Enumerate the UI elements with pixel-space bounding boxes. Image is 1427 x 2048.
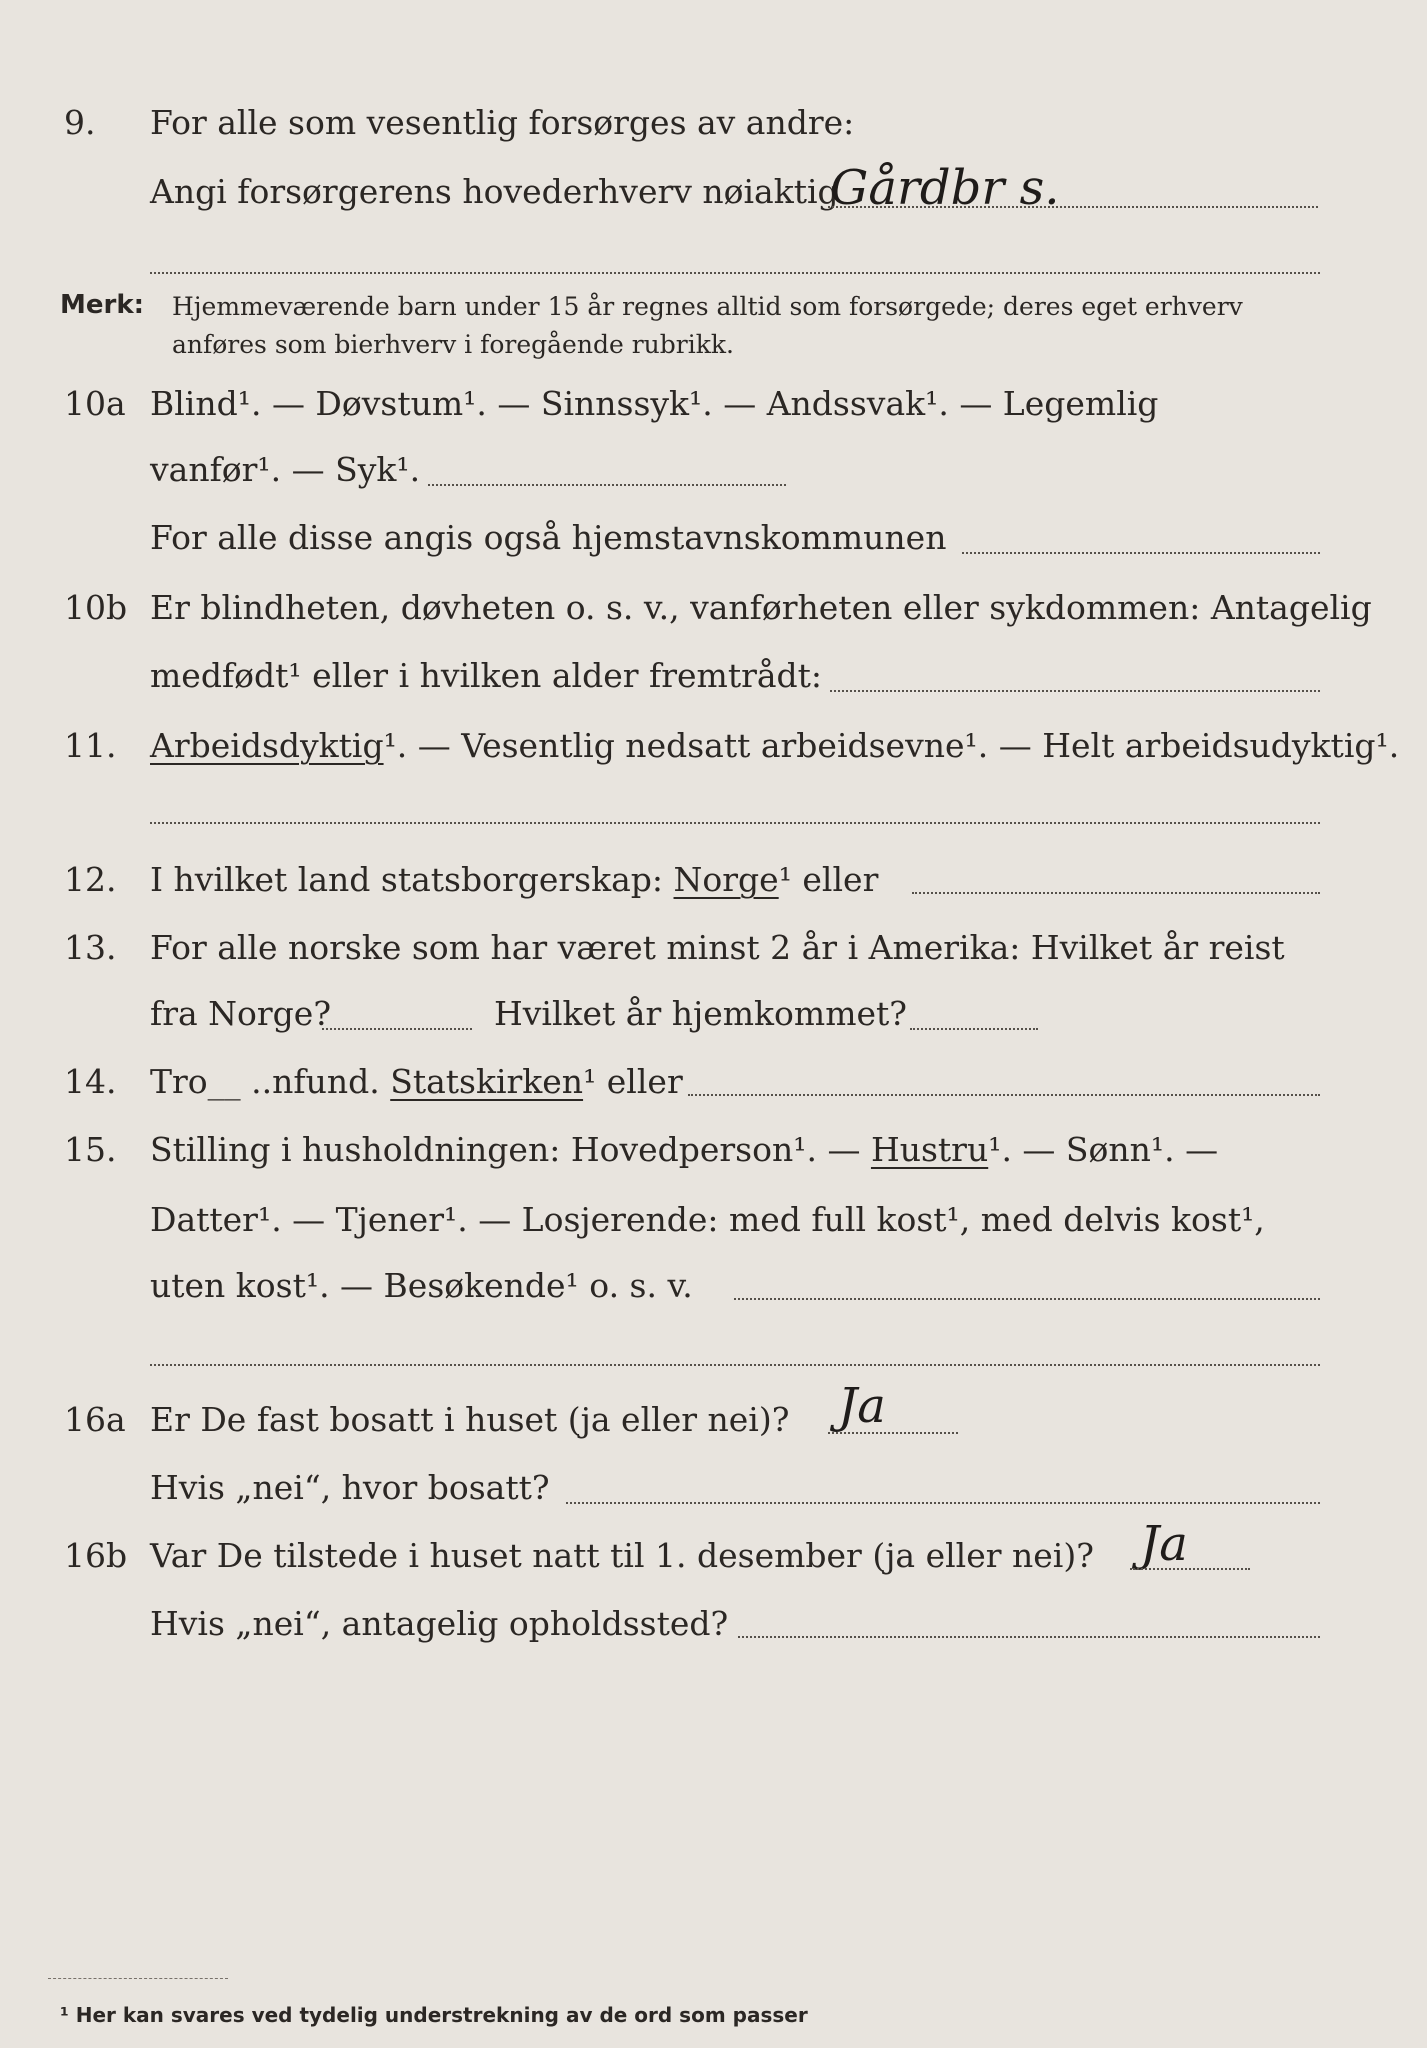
q13-reist-line bbox=[322, 1028, 472, 1030]
q13-line1: For alle norske som har været minst 2 år i Amerika: Hvilket år reist bbox=[150, 928, 1285, 967]
q9-number: 9. bbox=[64, 103, 96, 142]
q14-post: ¹ eller bbox=[583, 1062, 683, 1101]
q15-answer-line bbox=[734, 1298, 1320, 1300]
q16a-bosatt-line bbox=[566, 1502, 1320, 1504]
q12-line bbox=[150, 860, 878, 900]
q16b-line2: Hvis „nei“, antagelig opholdssted? bbox=[150, 1604, 729, 1643]
merk-line2: anføres som bierhverv i foregående rubrikk. bbox=[172, 330, 734, 359]
q12-post: ¹ eller bbox=[778, 860, 879, 899]
q15-line1 bbox=[150, 1130, 1218, 1170]
q16a-answer-line bbox=[828, 1432, 958, 1434]
merk-label: Merk: bbox=[60, 290, 145, 320]
q9-line2: Angi forsørgerens hovederhverv nøiaktig bbox=[150, 172, 839, 211]
q14-answer-line bbox=[688, 1094, 1320, 1096]
q16a-line1: Er De fast bosatt i huset (ja eller nei)? bbox=[150, 1400, 790, 1439]
q14-pre: Tro__ ..nfund. bbox=[150, 1062, 380, 1101]
merk-line1: Hjemmeværende barn under 15 år regnes alltid som forsørgede; deres eget erhverv bbox=[172, 292, 1243, 321]
q14-line bbox=[150, 1062, 683, 1102]
q12-number: 12. bbox=[64, 860, 117, 899]
q16a-line2: Hvis „nei“, hvor bosatt? bbox=[150, 1468, 550, 1507]
q16a-handwritten-answer[interactable]: Ja bbox=[838, 1378, 886, 1434]
footnote-divider bbox=[48, 1978, 228, 1979]
q13-hjemkommet-line bbox=[910, 1028, 1038, 1030]
q11-line bbox=[150, 726, 1399, 766]
q15-line3: uten kost¹. — Besøkende¹ o. s. v. bbox=[150, 1266, 693, 1305]
q10a-line2: vanfør¹. — Syk¹. bbox=[150, 450, 421, 489]
q16a-number: 16a bbox=[64, 1400, 126, 1439]
q10a-syk-line bbox=[428, 484, 786, 486]
q10b-number: 10b bbox=[64, 588, 128, 627]
q13-line2a: fra Norge? bbox=[150, 994, 332, 1033]
footnote: ¹ Her kan svares ved tydelig understrekning av de ord som passer bbox=[60, 2003, 808, 2027]
q9-line1: For alle som vesentlig forsørges av andre: bbox=[150, 103, 855, 142]
q9-handwritten-answer[interactable]: Gårdbr s. bbox=[830, 160, 1060, 216]
q15-line1b: ¹. — Sønn¹. — bbox=[988, 1130, 1219, 1169]
q13-line2b: Hvilket år hjemkommet? bbox=[494, 994, 907, 1033]
q9-blank-line bbox=[150, 272, 1320, 274]
q11-rest: ¹. — Vesentlig nedsatt arbeidsevne¹. — Helt arbeidsudyktig¹. bbox=[383, 726, 1400, 765]
q10a-kommune-line bbox=[962, 552, 1320, 554]
q10b-answer-line bbox=[830, 690, 1320, 692]
q15-number: 15. bbox=[64, 1130, 117, 1169]
q15-line2: Datter¹. — Tjener¹. — Losjerende: med full kost¹, med delvis kost¹, bbox=[150, 1200, 1265, 1239]
q16b-answer-line bbox=[1130, 1568, 1250, 1570]
q12-answer-line bbox=[912, 892, 1320, 894]
q11-blank-line bbox=[150, 822, 1320, 824]
q14-option-statskirken[interactable]: Statskirken bbox=[390, 1062, 584, 1101]
q9-answer-line bbox=[828, 206, 1318, 208]
q15-blank-line bbox=[150, 1364, 1320, 1366]
q16b-line1: Var De tilstede i huset natt til 1. desember (ja eller nei)? bbox=[150, 1536, 1094, 1575]
q16b-number: 16b bbox=[64, 1536, 128, 1575]
q15-line1a: Stilling i husholdningen: Hovedperson¹. — bbox=[150, 1130, 861, 1169]
q10b-line1: Er blindheten, døvheten o. s. v., vanførheten eller sykdommen: Antagelig bbox=[150, 588, 1372, 627]
q12-pre: I hvilket land statsborgerskap: bbox=[150, 860, 664, 899]
q10a-number: 10a bbox=[64, 384, 126, 423]
q11-option-arbeidsdyktig[interactable]: Arbeidsdyktig bbox=[150, 726, 384, 765]
q10a-line3: For alle disse angis også hjemstavnskommunen bbox=[150, 518, 947, 557]
q11-number: 11. bbox=[64, 726, 117, 765]
q14-number: 14. bbox=[64, 1062, 117, 1101]
q12-option-norge[interactable]: Norge bbox=[673, 860, 779, 899]
q16b-opphold-line bbox=[738, 1636, 1320, 1638]
q15-option-hustru[interactable]: Hustru bbox=[870, 1130, 989, 1169]
q13-number: 13. bbox=[64, 928, 117, 967]
q10a-line1: Blind¹. — Døvstum¹. — Sinnssyk¹. — Andssvak¹. — Legemlig bbox=[150, 384, 1159, 423]
q16b-handwritten-answer[interactable]: Ja bbox=[1140, 1516, 1188, 1572]
q10b-line2: medfødt¹ eller i hvilken alder fremtrådt: bbox=[150, 656, 823, 695]
